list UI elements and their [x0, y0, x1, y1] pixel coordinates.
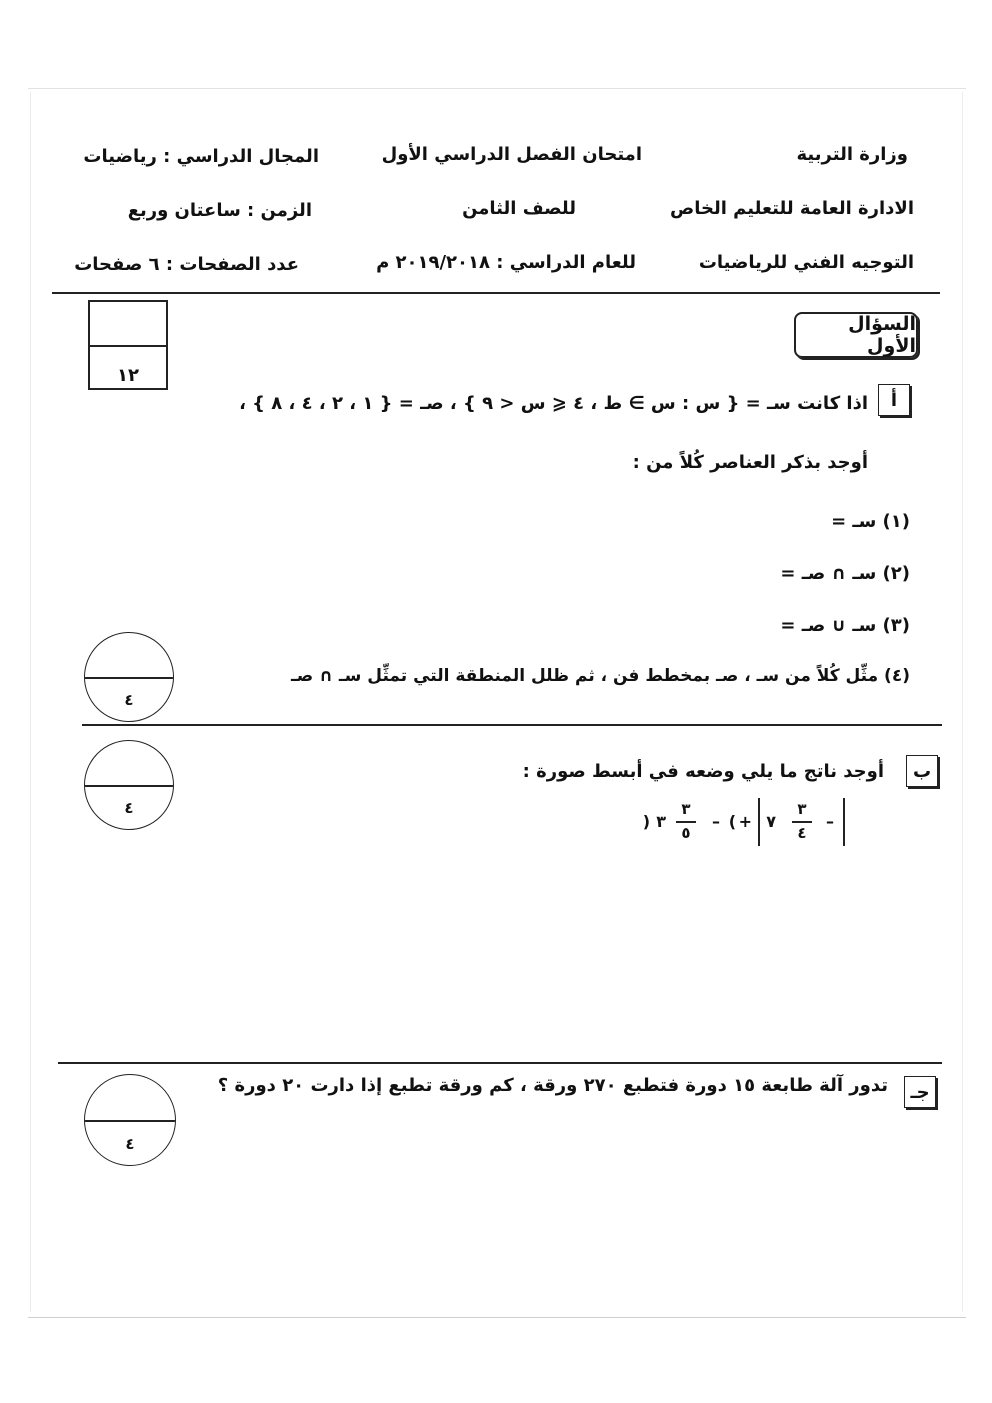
question1-score-box: [88, 300, 168, 390]
part-c-score-circle: [84, 1074, 176, 1166]
part-c-score: ٤: [125, 1135, 135, 1153]
header-time: الزمن : ساعتان وربع: [127, 200, 312, 221]
part-a-item-1: (١) سـ =: [831, 511, 910, 532]
header-exam-title: امتحان الفصل الدراسي الأول: [381, 144, 642, 165]
part-c-statement: تدور آلة طابعة ١٥ دورة فتطبع ٢٧٠ ورقة ، كم ورقة تطبع إذا دارت ٢٠ دورة ؟: [217, 1075, 888, 1096]
expr-second-fraction-bar: [676, 821, 696, 823]
header-divider: [52, 292, 940, 294]
expr-first-numerator: ٣: [797, 800, 807, 818]
question1-title: السؤال الأول: [794, 312, 918, 358]
expr-first-fraction-bar: [792, 821, 812, 823]
sheet-edge-right: [962, 92, 963, 1312]
expr-plus: +: [738, 812, 752, 831]
part-b-divider: [58, 1062, 942, 1064]
part-a-statement: اذا كانت سـ = { س : س ∋ ط ، ٤ ⩽ س < ٩ } ، صـ = { ١ ، ٢ ، ٤ ، ٨ } ،: [239, 393, 868, 414]
header-supervision: التوجيه الفني للرياضيات: [698, 252, 914, 273]
expr-second-numerator: ٣: [681, 800, 691, 818]
sheet-edge-left: [30, 92, 31, 1312]
score-box-divider: [90, 345, 166, 347]
part-b-statement: أوجد ناتج ما يلي وضعه في أبسط صورة :: [522, 761, 884, 782]
expr-first-coefficient: ٧: [766, 812, 776, 831]
part-b-label: ب: [906, 755, 938, 787]
part-a-item-4: (٤) مثِّل كُلاً من سـ ، صـ بمخطط فن ، ثم ظلل المنطقة التي تمثِّل سـ ∩ صـ: [290, 666, 910, 686]
part-a-divider: [82, 724, 942, 726]
header-year: للعام الدراسي : ٢٠١٩/٢٠١٨ م: [376, 252, 636, 273]
expr-second-minus: –: [712, 812, 720, 831]
abs-bar-right: [843, 798, 845, 846]
expr-second-coefficient: ٣: [656, 812, 666, 831]
question1-total-score: ١٢: [117, 365, 139, 386]
part-a-score: ٤: [124, 691, 134, 709]
expr-close-paren: ): [728, 812, 736, 831]
header-pages: عدد الصفحات : ٦ صفحات: [74, 254, 299, 275]
part-c-label: جـ: [904, 1076, 936, 1108]
part-a-instruction: أوجد بذكر العناصر كُلاً من :: [632, 452, 868, 473]
header-directorate: الادارة العامة للتعليم الخاص: [670, 198, 914, 219]
part-a-item-3: (٣) سـ ∪ صـ =: [780, 615, 910, 636]
circle-divider: [85, 1120, 175, 1122]
expr-first-minus: –: [826, 812, 834, 831]
expr-second-denominator: ٥: [681, 824, 691, 842]
part-a-score-circle: [84, 632, 174, 722]
part-b-score: ٤: [124, 799, 134, 817]
header-subject: المجال الدراسي : رياضيات: [83, 146, 319, 167]
expr-first-denominator: ٤: [797, 824, 807, 842]
expr-open-paren: (: [642, 812, 650, 831]
part-a-item-2: (٢) سـ ∩ صـ =: [780, 563, 910, 584]
header-grade: للصف الثامن: [462, 198, 576, 219]
circle-divider: [85, 677, 173, 679]
abs-bar-left: [758, 798, 760, 846]
circle-divider: [85, 785, 173, 787]
header-ministry: وزارة التربية: [796, 144, 908, 165]
part-b-score-circle: [84, 740, 174, 830]
part-a-label: أ: [878, 384, 910, 416]
